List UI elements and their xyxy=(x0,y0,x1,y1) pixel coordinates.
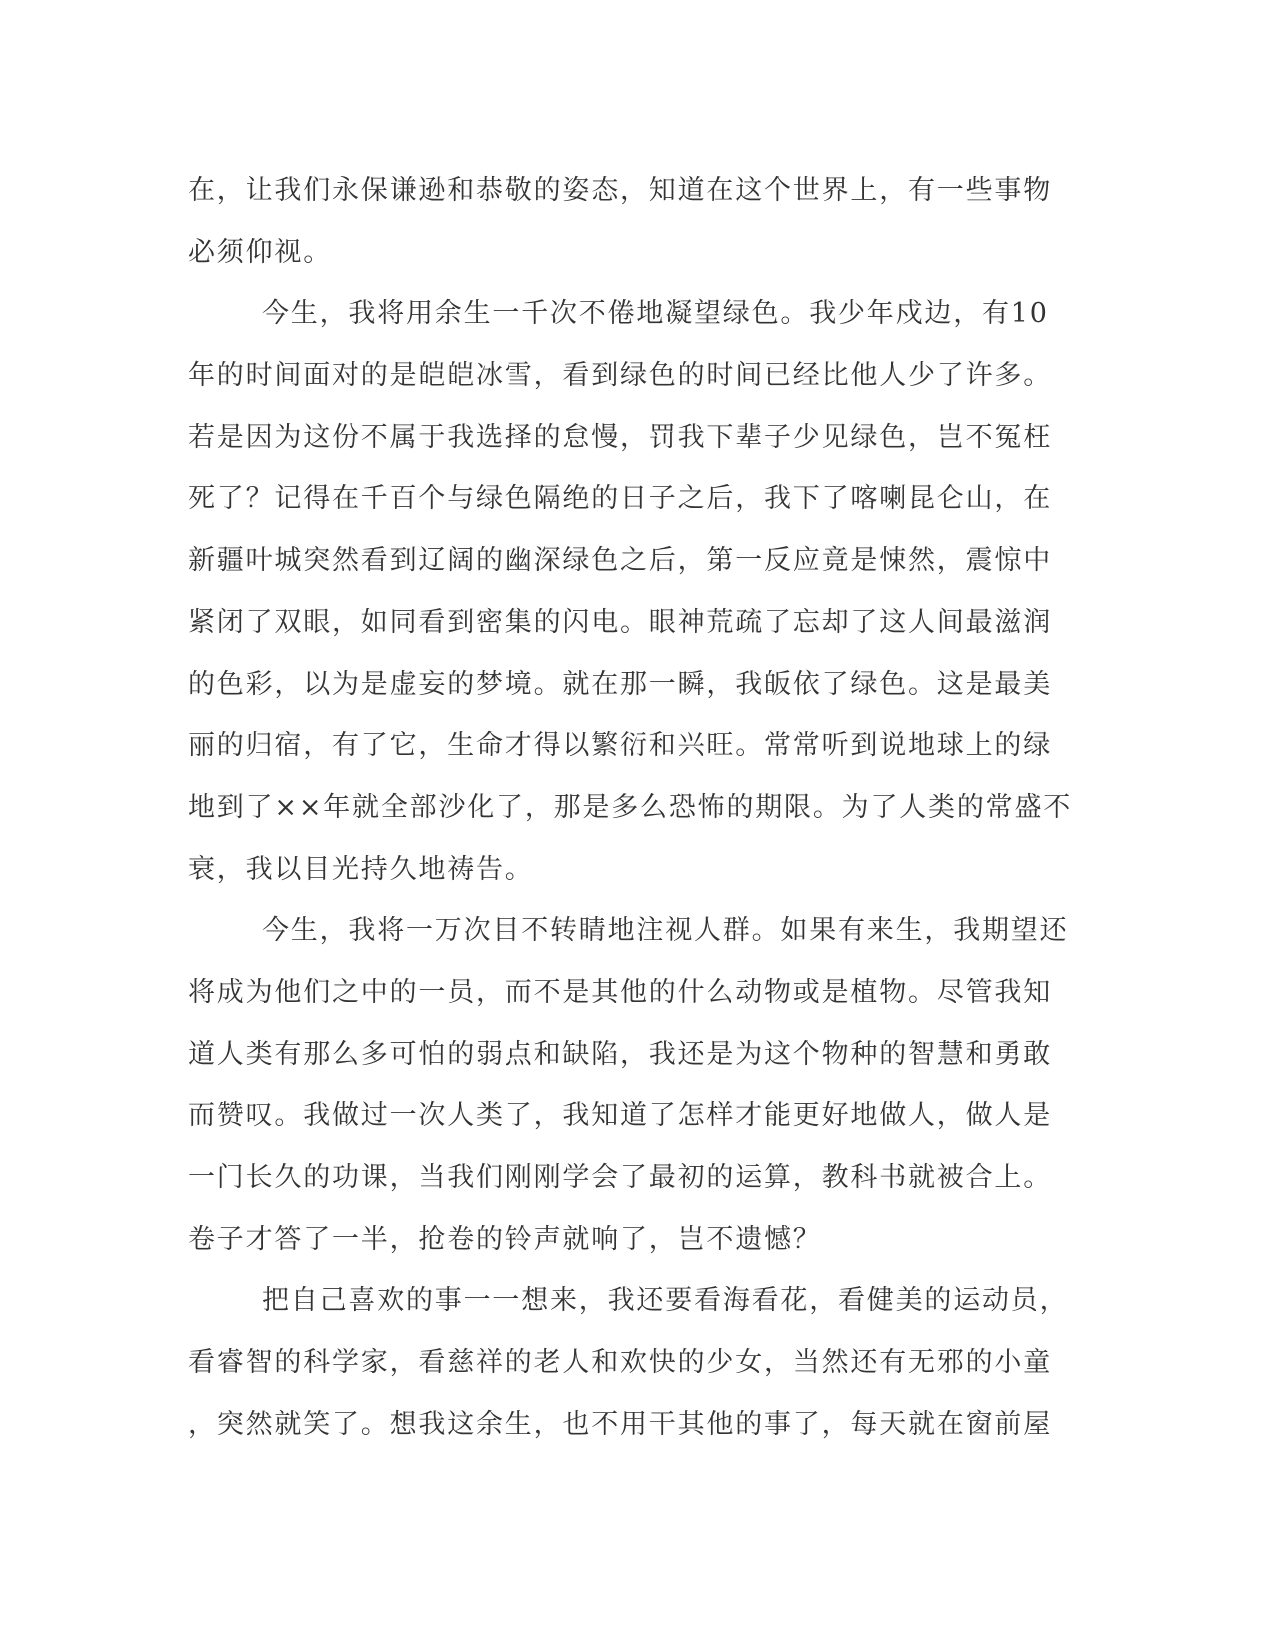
text-line: 在，让我们永保谦逊和恭敬的姿态，知道在这个世界上，有一些事物 xyxy=(188,175,1052,206)
text-line: 道人类有那么多可怕的弱点和缺陷，我还是为这个物种的智慧和勇敢 xyxy=(188,1038,1052,1070)
text-line: 若是因为这份不属于我选择的怠慢，罚我下辈子少见绿色，岂不冤枉 xyxy=(188,421,1052,453)
text-line: 必须仰视。 xyxy=(188,236,332,268)
body-text xyxy=(188,160,1098,1455)
text-line: 看睿智的科学家，看慈祥的老人和欢快的少女，当然还有无邪的小童 xyxy=(188,1347,1052,1379)
text-line: ，突然就笑了。想我这余生，也不用干其他的事了，每天就在窗前屋 xyxy=(188,1408,1052,1440)
text-line: 而赞叹。我做过一次人类了，我知道了怎样才能更好地做人，做人是 xyxy=(188,1100,1052,1132)
text-line: 一门长久的功课，当我们刚刚学会了最初的运算，教科书就被合上。 xyxy=(188,1162,1052,1193)
text-line: 新疆叶城突然看到辽阔的幽深绿色之后，第一反应竟是悚然，震惊中 xyxy=(188,545,1052,577)
text-line: 紧闭了双眼，如同看到密集的闪电。眼神荒疏了忘却了这人间最滋润 xyxy=(188,606,1052,638)
text-line: 死了？记得在千百个与绿色隔绝的日子之后，我下了喀喇昆仑山，在 xyxy=(188,483,1052,515)
text-line: 衰，我以目光持久地祷告。 xyxy=(188,853,534,885)
text-line: 卷子才答了一半，抢卷的铃声就响了，岂不遗憾？ xyxy=(188,1223,822,1255)
paragraph-first-line: 把自己喜欢的事一一想来，我还要看海看花，看健美的运动员， xyxy=(262,1285,1069,1317)
text-line: 将成为他们之中的一员，而不是其他的什么动物或是植物。尽管我知 xyxy=(188,976,1052,1008)
text-line: 丽的归宿，有了它，生命才得以繁衍和兴旺。常常听到说地球上的绿 xyxy=(188,730,1052,762)
paragraph-first-line: 今生，我将一万次目不转睛地注视人群。如果有来生，我期望还 xyxy=(262,915,1069,947)
text-line: 地到了××年就全部沙化了，那是多么恐怖的期限。为了人类的常盛不 xyxy=(188,791,1073,823)
text-line: 年的时间面对的是皑皑冰雪，看到绿色的时间已经比他人少了许多。 xyxy=(188,360,1052,392)
text-line: 的色彩，以为是虚妄的梦境。就在那一瞬，我皈依了绿色。这是最美 xyxy=(188,668,1052,700)
paragraph-first-line: 今生，我将用余生一千次不倦地凝望绿色。我少年戍边，有10 xyxy=(262,298,1049,330)
